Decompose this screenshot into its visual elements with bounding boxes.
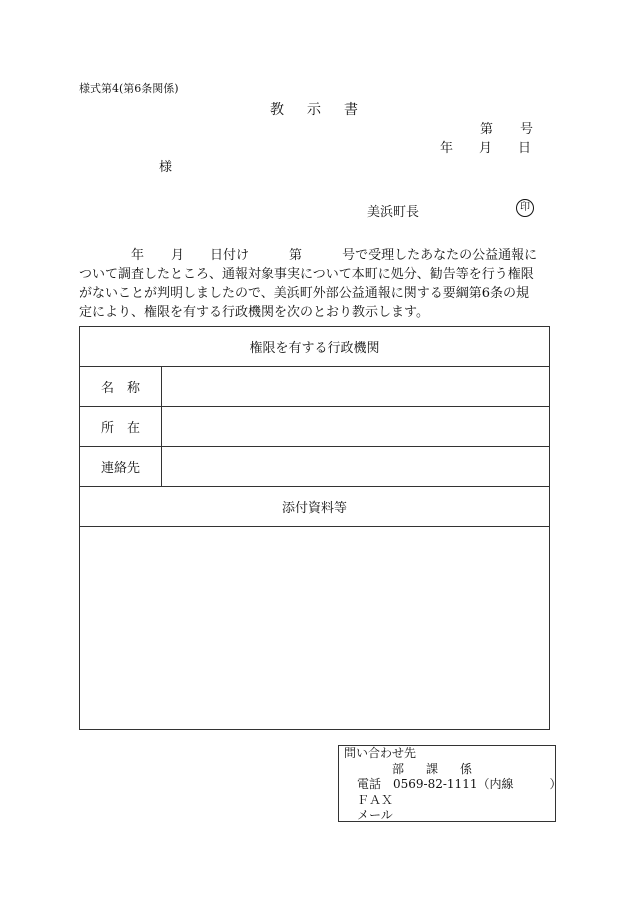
contact-value [162, 447, 550, 487]
body-dated: 日付け [210, 248, 250, 263]
date-month: 月 [479, 141, 493, 156]
attachments-header: 添付資料等 [80, 487, 550, 527]
body-dai: 第 [289, 248, 303, 263]
title-char-3: 書 [344, 102, 359, 118]
document-title [270, 99, 359, 119]
inquiry-fax: ＦＡＸ [357, 792, 394, 807]
body-line-4: 定により、権限を有する行政機関を次のとおり教示します。 [79, 305, 429, 320]
number-go: 号 [520, 122, 534, 137]
inquiry-section: 課 [426, 761, 439, 776]
date-day: 日 [518, 141, 532, 156]
inquiry-staff: 係 [460, 761, 473, 776]
authority-table [79, 326, 550, 730]
location-value [162, 407, 550, 447]
contact-label: 連絡先 [80, 447, 162, 487]
body-line-2: ついて調査したところ、通報対象事実について本町に処分、勧告等を行う権限 [79, 267, 534, 282]
inquiry-dept: 部 [392, 761, 405, 776]
issuer-name: 美浜町長 [367, 205, 420, 220]
body-rest: 号で受理したあなたの公益通報に [342, 248, 538, 263]
inquiry-email: メール [357, 808, 393, 822]
attachments-area [80, 527, 550, 730]
inquiry-phone: 電話 0569-82-1111（内線 ） [357, 777, 562, 791]
location-label: 所 在 [80, 407, 162, 447]
form-number: 様式第4(第6条関係) [79, 82, 179, 95]
authority-header: 権限を有する行政機関 [80, 327, 550, 367]
body-year: 年 [131, 248, 145, 263]
seal-icon: 印 [516, 199, 534, 217]
body-line-1 [79, 246, 555, 265]
document-date-line [440, 137, 531, 156]
inquiry-title: 問い合わせ先 [344, 746, 417, 760]
title-char-1: 教 [270, 102, 285, 118]
name-label: 名 称 [80, 367, 162, 407]
date-year: 年 [440, 141, 454, 156]
document-number-line [480, 118, 533, 137]
title-char-2: 示 [307, 102, 322, 118]
notice-body [79, 246, 555, 322]
number-dai: 第 [480, 122, 494, 137]
recipient-line: 様 [159, 160, 173, 175]
inquiry-department [344, 762, 555, 778]
name-value [162, 367, 550, 407]
inquiry-box [338, 745, 562, 822]
body-line-3: がないことが判明しましたので、美浜町外部公益通報に関する要綱第6条の規 [79, 286, 530, 301]
body-month: 月 [171, 248, 185, 263]
